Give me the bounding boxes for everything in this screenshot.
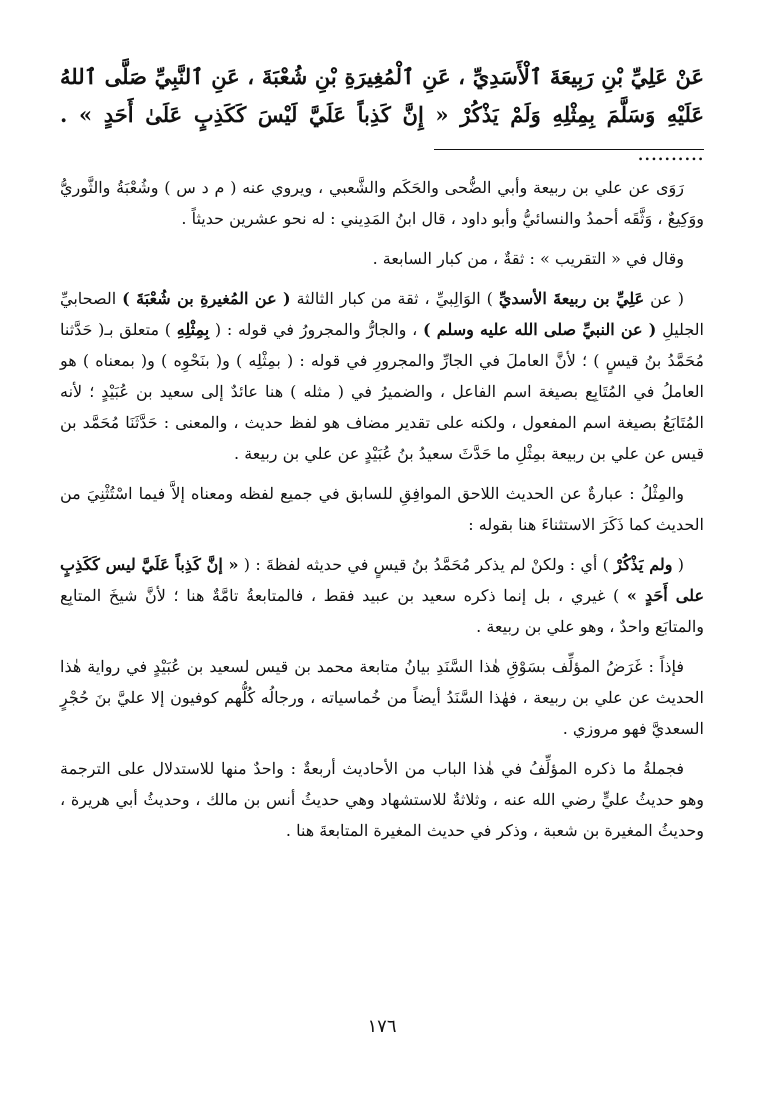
text-run: والمِثْلُ : عبارةٌ عن الحديث اللاحق الموافِقِ للسابق في جميع لفظه ومعناه إلاَّ فيما اسْتُثْنِيَ من الحديث كما ذَكَرَ الاستثناءَ هنا بقوله :	[60, 484, 704, 534]
text-run: ( عن	[644, 289, 685, 308]
text-run: ) الوَالِبيِّ ، ثقة من كبار الثالثة	[290, 289, 499, 308]
paragraph-purpose	[60, 651, 704, 744]
text-run: الصحابيِّ الجليلِ	[60, 289, 705, 339]
hadith-main-text: عَنْ عَلِيِّ بْنِ رَبِيعَةَ ٱلْأَسَدِيِّ ، عَنِ ٱلْمُغِيرَةِ بْنِ شُعْبَةَ ، عَنِ ٱلنَّبِيِّ صَلَّى ٱللهُ عَلَيْهِ وَسَلَّمَ بِمِثْلِهِ وَلَمْ يَذْكُرْ « إِنَّ كَذِباً عَلَيَّ لَيْسَ كَكَذِبٍ عَلَىٰ أَحَدٍ » .	[60, 64, 704, 127]
bold-phrase: ولم يَذْكُرْ	[614, 555, 673, 574]
commentary-body	[60, 172, 704, 855]
bold-phrase: « إنَّ كَذِباً عَلَيَّ ليس كَكَذِبٍ على أَحَدٍ »	[60, 555, 704, 605]
bold-phrase: ( عن النبيِّ صلى الله عليه وسلم )	[422, 320, 657, 339]
page-number: ١٧٦	[367, 1016, 397, 1037]
text-run: (	[672, 555, 684, 574]
paragraph-taqrib	[60, 243, 704, 274]
bold-narrator: عَلِيِّ بن ربيعةَ الأسديِّ	[498, 289, 645, 308]
paragraph-exception	[60, 549, 704, 642]
text-run: ) أي : ولكنْ لم يذكر مُحَمَّدُ بنُ قيسٍ في حديثه لفظةَ : (	[238, 555, 615, 574]
bold-narrator: ( عن المُغيرةِ بن شُعْبَةَ )	[122, 289, 291, 308]
paragraph-isnad-explanation	[60, 283, 704, 469]
paragraph-narrator-bio	[60, 172, 704, 234]
text-run: ، والجارُّ والمجرورُ في قوله : (	[209, 320, 423, 339]
text-run: فإذاً : غَرَضُ المؤلِّف بسَوْقِ هٰذا السَّنَدِ بيانُ متابعة محمد بن قيس لسعيد بن عُبَيْدٍ في رواية هٰذا الحديث عن علي بن ربيعة ، فهٰذا السَّنَدُ أيضاً من خُماسياته ، ورجالُه كُلُّهم كوفيون إلا عليَّ بنَ حُجْرٍ السعديَّ فهو مروزي .	[60, 657, 704, 738]
book-page	[60, 0, 704, 1110]
paragraph-summary	[60, 753, 704, 846]
text-run: ) متعلق بـ( حَدَّثنا مُحَمَّدُ بنُ قيسٍ ) ؛ لأنَّ العاملَ في الجارِّ والمجرورِ في قوله : ( بمِثْلِه ) و( بنَحْوِه ) و( بمعناه ) هو العاملُ في المُتَابِع بصيغة اسم الفاعل ، والضميرُ في ( مثله ) هنا عائدٌ إلى سعيد بن عُبَيْدٍ ؛ لأنه المُتَابَعُ بصيغة اسم المفعول ، ولكنه على تقدير مضاف هو لفظ حديث ، والمعنى : حَدَّثَنَا مُحَمَّد بن قيس عن علي بن ربيعة بمِثْلِ ما حَدَّثَ سعيدُ بنُ عُبَيْدٍ عن علي بن ربيعة .	[60, 320, 705, 463]
text-run: رَوَى عن علي بن ربيعة وأبي الضُّحى والحَكَم والشَّعبي ، ويروي عنه ( م د س ) وشُعْبَةُ والثَّوريُّ ووَكِيعٌ ، وَثَّقَه أحمدُ والنسائيُّ وأبو داود ، قال ابنُ المَدِيني : له نحو عشرين حديثاً .	[60, 178, 704, 228]
text-run: وقال في « التقريب » : ثقةٌ ، من كبار السابعة .	[372, 249, 684, 268]
hadith-ellipsis: ..........	[637, 141, 704, 165]
hadith-text	[60, 58, 704, 172]
footnote-divider	[434, 149, 704, 150]
bold-phrase: بِمِثْلِهِ	[176, 320, 210, 339]
paragraph-mithl-definition	[60, 478, 704, 540]
text-run: ) غيري ، بل إنما ذكره سعيد بن عبيد فقط ، فالمتابعةُ تامَّةٌ هنا ؛ لأنَّ شيخَ المتابِع والمتابَع واحدٌ ، وهو علي بن ربيعة .	[60, 586, 704, 636]
text-run: فجملةُ ما ذكره المؤلِّفُ في هٰذا الباب من الأحاديث أربعةٌ : واحدٌ منها للاستدلال على الترجمة وهو حديثُ عليٍّ رضي الله عنه ، وثلاثةٌ للاستشهاد وهي حديثُ أنس بن مالك ، وحديثُ أبي هريرة ، وحديثُ المغيرة بن شعبة ، وذكر في حديث المغيرة المتابعةَ هنا .	[60, 759, 704, 840]
